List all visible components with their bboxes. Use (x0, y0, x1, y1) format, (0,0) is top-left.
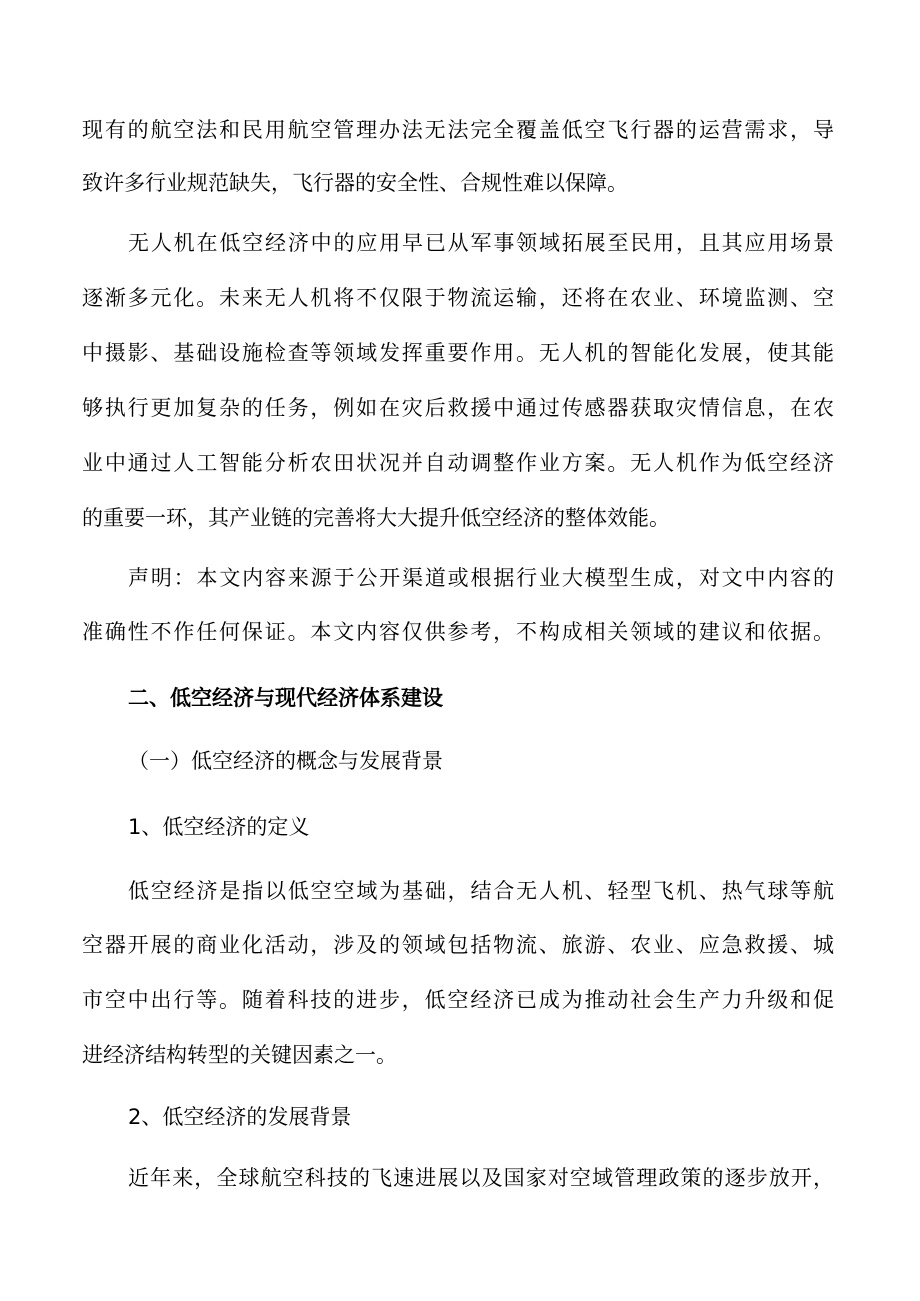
para1-line-1: 现有的航空法和民用航空管理办法无法完全覆盖低空飞行器的运营需求，导 (82, 118, 834, 142)
section-heading: 二、低空经济与现代经济体系建设 (128, 686, 443, 710)
para3-line-3: 市空中出行等。随着科技的进步，低空经济已成为推动社会生产力升级和促 (82, 988, 834, 1012)
para3-line-1: 低空经济是指以低空空域为基础，结合无人机、轻型飞机、热气球等航 (128, 879, 834, 903)
para2-line-1: 无人机在低空经济中的应用早已从军事领域拓展至民用，且其应用场景 (128, 231, 834, 255)
para3-line-2: 空器开展的商业化活动，涉及的领域包括物流、旅游、农业、应急救援、城 (82, 933, 834, 957)
item1-heading: 1、低空经济的定义 (128, 815, 310, 839)
disclaimer-line-1: 声明：本文内容来源于公开渠道或根据行业大模型生成，对文中内容的 (128, 566, 834, 590)
para1-line-2: 致许多行业规范缺失，飞行器的安全性、合规性难以保障。 (82, 171, 628, 195)
para4-line-1: 近年来，全球航空科技的飞速进展以及国家对空域管理政策的逐步放开， (128, 1166, 834, 1190)
para3-line-4: 进经济结构转型的关键因素之一。 (82, 1043, 397, 1067)
subsection-heading: （一）低空经济的概念与发展背景 (128, 749, 443, 773)
para2-line-4: 够执行更加复杂的任务，例如在灾后救援中通过传感器获取灾情信息，在农 (82, 396, 834, 420)
para2-line-6: 的重要一环，其产业链的完善将大大提升低空经济的整体效能。 (82, 506, 670, 530)
item2-heading: 2、低空经济的发展背景 (128, 1105, 352, 1129)
para2-line-2: 逐渐多元化。未来无人机将不仅限于物流运输，还将在农业、环境监测、空 (82, 286, 834, 310)
para2-line-3: 中摄影、基础设施检查等领域发挥重要作用。无人机的智能化发展，使其能 (82, 341, 834, 365)
disclaimer-line-2: 准确性不作任何保证。本文内容仅供参考，不构成相关领域的建议和依据。 (82, 620, 834, 644)
para2-line-5: 业中通过人工智能分析农田状况并自动调整作业方案。无人机作为低空经济 (82, 451, 834, 475)
